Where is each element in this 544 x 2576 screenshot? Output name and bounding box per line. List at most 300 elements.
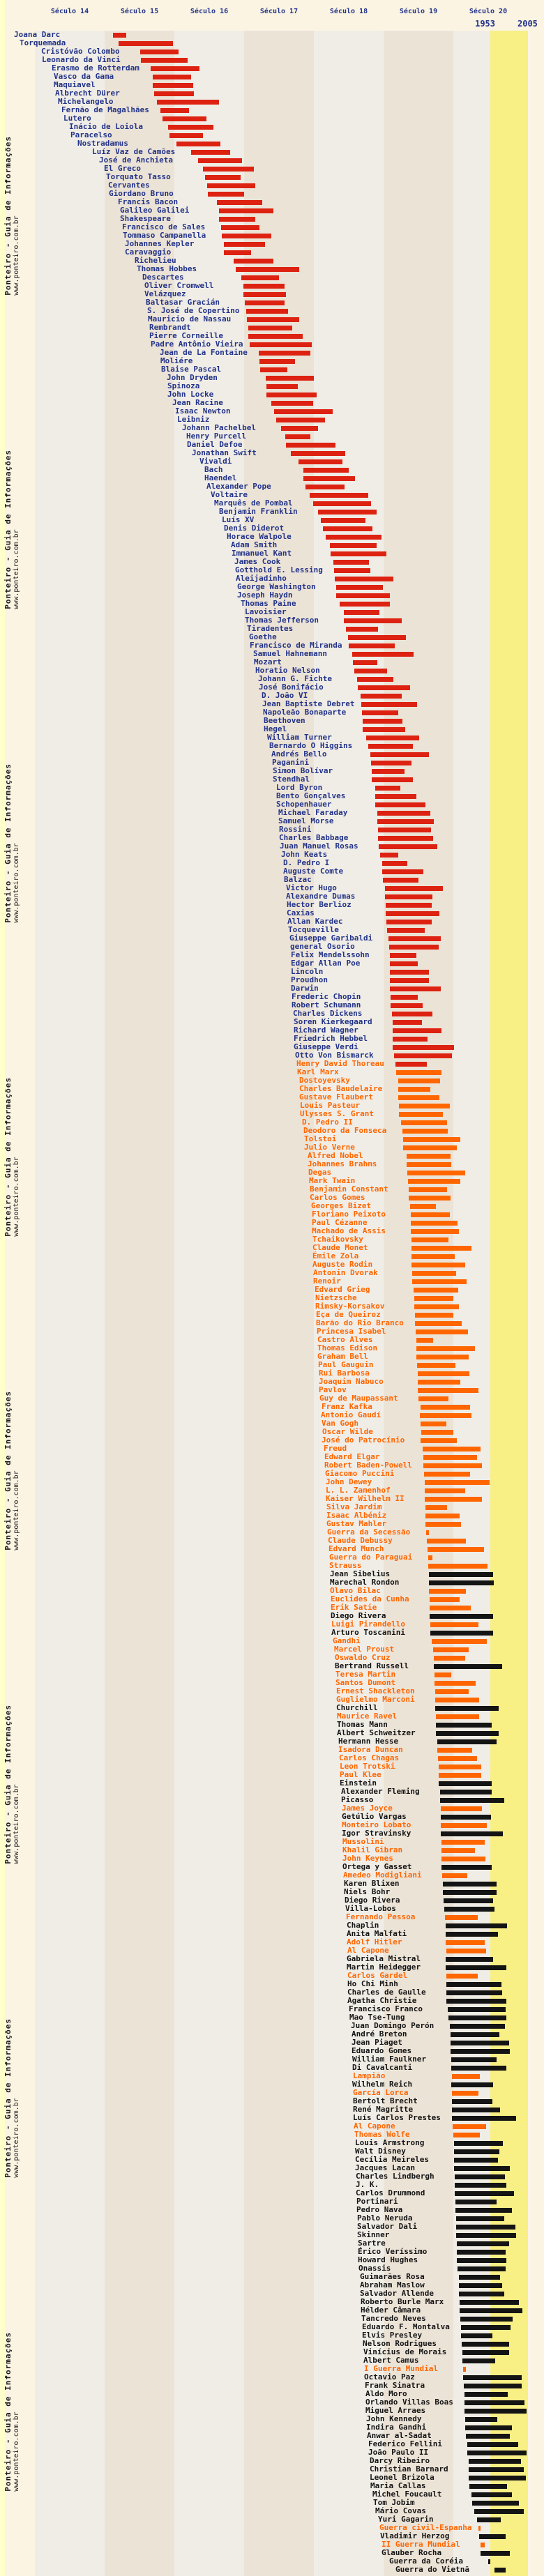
- sidebar-watermark-block: [3, 763, 24, 923]
- lifespan-bar: [425, 1480, 490, 1485]
- person-label: Napoleão Bonaparte: [263, 708, 347, 717]
- lifespan-bar: [446, 1990, 502, 1995]
- lifespan-bar: [153, 75, 191, 79]
- person-label: Princesa Isabel: [317, 1327, 386, 1336]
- person-label: Monteiro Lobato: [342, 1820, 411, 1829]
- person-label: Louis Pasteur: [300, 1101, 361, 1110]
- lifespan-bar: [443, 1882, 497, 1887]
- person-label: Guerra do Paraguai: [329, 1553, 413, 1562]
- sidebar-brand-vertical: Ponteiro - Guia de Informações: [3, 1705, 13, 1864]
- lifespan-bar: [191, 150, 230, 155]
- lifespan-bar: [371, 761, 411, 765]
- lifespan-bar: [379, 844, 437, 849]
- lifespan-bar: [456, 2233, 516, 2238]
- lifespan-bar: [464, 2409, 527, 2414]
- person-label: Victor Hugo: [286, 883, 337, 892]
- sidebar-url-vertical: www.ponteiro.com.br: [13, 2098, 20, 2178]
- lifespan-bar: [424, 1472, 470, 1477]
- person-label: J. K.: [356, 2180, 379, 2189]
- person-label: Cecília Meireles: [355, 2155, 429, 2164]
- lifespan-bar: [276, 418, 325, 422]
- person-label: Benjamin Constant: [310, 1184, 388, 1194]
- person-label: Simon Bolívar: [273, 766, 333, 775]
- person-label: Al Capone: [354, 2121, 395, 2131]
- lifespan-bar: [390, 970, 429, 975]
- lifespan-bar: [448, 2007, 506, 2012]
- person-label: José do Patrocínio: [322, 1435, 405, 1445]
- person-label: Eça de Queiroz: [316, 1310, 381, 1319]
- person-label: D. João VI: [262, 691, 308, 700]
- person-label: Tchaikovsky: [312, 1235, 363, 1244]
- sidebar-url-vertical: www.ponteiro.com.br: [13, 215, 20, 296]
- person-label: Spinoza: [167, 381, 200, 390]
- person-label: James Cook: [234, 557, 281, 566]
- person-label: Thomas Mann: [337, 1720, 388, 1729]
- person-label: Hector Berlioz: [287, 900, 352, 909]
- person-label: Chaplin: [347, 1921, 379, 1930]
- person-label: Wilhelm Reich: [352, 2080, 413, 2089]
- lifespan-bar: [423, 1463, 482, 1468]
- person-label: Michelangelo: [58, 97, 114, 106]
- lifespan-bar: [299, 459, 342, 464]
- lifespan-bar: [412, 1279, 467, 1284]
- person-label: Euclides da Cunha: [331, 1594, 409, 1603]
- person-label: John Keats: [281, 850, 328, 859]
- lifespan-bar: [469, 2459, 521, 2464]
- person-label: Thomas Wolfe: [354, 2130, 410, 2139]
- person-label: Bertolt Brecht: [353, 2096, 418, 2105]
- lifespan-bar: [274, 409, 333, 414]
- person-label: Tom Jobim: [373, 2498, 415, 2507]
- person-label: Guimarães Rosa: [360, 2272, 425, 2281]
- lifespan-bar: [375, 802, 425, 807]
- person-label: Graham Bell: [317, 1352, 368, 1361]
- person-label: Franz Kafka: [322, 1402, 372, 1411]
- lifespan-bar: [425, 1505, 447, 1510]
- lifespan-bar: [357, 677, 393, 682]
- person-label: Niels Bohr: [344, 1887, 391, 1896]
- lifespan-bar: [430, 1597, 460, 1602]
- person-label: Caravaggio: [125, 247, 172, 257]
- lifespan-bar: [462, 2350, 509, 2355]
- lifespan-bar: [377, 819, 434, 824]
- person-label: Juan Manuel Rosas: [280, 841, 358, 851]
- lifespan-bar: [141, 58, 188, 63]
- person-label: Haendel: [204, 473, 237, 482]
- person-label: Guglielmo Marconi: [336, 1695, 415, 1704]
- person-label: Henry David Thoreau: [296, 1059, 384, 1068]
- sidebar-brand-vertical: Ponteiro - Guia de Informações: [3, 2332, 13, 2492]
- person-label: Horace Walpole: [227, 532, 292, 541]
- person-label: Isaac Newton: [175, 406, 231, 416]
- lifespan-bar: [445, 1915, 478, 1920]
- person-label: Balzac: [284, 875, 312, 884]
- lifespan-bar: [441, 1848, 475, 1853]
- person-label: Walt Disney: [355, 2147, 406, 2156]
- sidebar-brand-vertical: Ponteiro - Guia de Informações: [3, 763, 13, 923]
- lifespan-bar: [246, 309, 288, 314]
- person-label: Hélder Câmara: [361, 2306, 421, 2315]
- lifespan-bar: [465, 2417, 497, 2422]
- person-label: García Lorca: [353, 2088, 409, 2097]
- lifespan-bar: [393, 1045, 454, 1050]
- person-label: Inácio de Loiola: [69, 122, 143, 131]
- lifespan-bar: [440, 1790, 492, 1794]
- person-label: Sartre: [358, 2239, 386, 2248]
- person-label: Thomas Paine: [241, 599, 296, 608]
- person-label: Giuseppe Garibaldi: [289, 933, 373, 943]
- lifespan-bar: [409, 1187, 447, 1192]
- person-label: Johann G. Fichte: [258, 674, 332, 683]
- person-label: Barão do Rio Branco: [316, 1318, 404, 1327]
- person-label: Santos Dumont: [335, 1678, 396, 1687]
- lifespan-bar: [446, 1923, 507, 1928]
- lifespan-bar: [464, 2400, 524, 2405]
- person-label: Deodoro da Fonseca: [303, 1126, 387, 1135]
- person-label: Gustave Flaubert: [299, 1092, 373, 1102]
- person-label: Eduardo F. Montalva: [362, 2322, 450, 2331]
- person-label: Julio Verne: [304, 1143, 355, 1152]
- person-label: Samuel Morse: [278, 816, 334, 825]
- lifespan-bar: [396, 1070, 441, 1075]
- person-label: Émile Zola: [312, 1251, 359, 1260]
- lifespan-bar: [403, 1145, 457, 1150]
- person-label: Nostradamus: [77, 139, 128, 148]
- person-label: Vinícius de Morais: [363, 2347, 447, 2356]
- person-label: Stendhal: [273, 775, 310, 784]
- person-label: Anwar al-Sadat: [367, 2431, 432, 2440]
- person-label: Alexandre Dumas: [286, 892, 356, 901]
- lifespan-bar: [323, 526, 372, 531]
- lifespan-bar: [469, 2484, 507, 2489]
- person-label: Frederic Chopin: [292, 992, 361, 1001]
- lifespan-bar: [391, 995, 418, 1000]
- person-label: Joana Darc: [14, 30, 61, 39]
- lifespan-bar: [462, 2358, 495, 2363]
- person-label: Aleijadinho: [236, 574, 287, 583]
- lifespan-bar: [303, 476, 355, 481]
- lifespan-bar: [451, 2066, 506, 2071]
- person-label: Rui Barbosa: [319, 1369, 370, 1378]
- sidebar-url-vertical: www.ponteiro.com.br: [13, 1157, 20, 1237]
- person-label: Di Cavalcanti: [352, 2063, 413, 2072]
- lifespan-bar: [386, 911, 439, 916]
- person-label: Louis Armstrong: [355, 2138, 425, 2147]
- lifespan-bar: [441, 1831, 503, 1836]
- lifespan-bar: [344, 610, 379, 615]
- lifespan-bar: [243, 292, 286, 297]
- person-label: Lincoln: [291, 967, 324, 976]
- lifespan-bar: [402, 1129, 448, 1134]
- person-label: Karl Marx: [297, 1067, 339, 1076]
- person-label: Erik Satie: [331, 1603, 377, 1612]
- person-label: Getúlio Vargas: [342, 1812, 407, 1821]
- person-label: Carlos Drummond: [356, 2188, 425, 2197]
- lifespan-bar: [394, 1053, 452, 1058]
- person-label: Tiradentes: [247, 624, 294, 633]
- person-label: James Joyce: [342, 1804, 393, 1813]
- person-label: Glauber Rocha: [381, 2548, 442, 2557]
- century-label: Século 14: [50, 8, 89, 15]
- person-label: Gandhi: [333, 1636, 361, 1645]
- lifespan-bar: [248, 334, 303, 339]
- lifespan-bar: [458, 2266, 506, 2271]
- person-label: Daniel Defoe: [187, 440, 243, 449]
- lifespan-bar: [430, 1614, 493, 1619]
- person-label: Auguste Rodin: [312, 1260, 373, 1269]
- person-label: Skinner: [357, 2230, 390, 2239]
- person-label: Friedrich Hebbel: [294, 1034, 368, 1043]
- person-label: Schopenhauer: [276, 800, 332, 809]
- lifespan-bar: [208, 192, 244, 197]
- lifespan-bar: [421, 1438, 457, 1443]
- person-label: Bertrand Russell: [335, 1661, 409, 1670]
- lifespan-bar: [335, 577, 393, 581]
- person-label: Elvis Presley: [362, 2331, 423, 2340]
- person-label: Jean Baptiste Debret: [262, 699, 355, 708]
- lifespan-bar: [390, 978, 429, 983]
- person-label: John Dewey: [326, 1477, 372, 1486]
- century-label: Século 16: [190, 8, 229, 15]
- lifespan-bar: [398, 1087, 430, 1092]
- person-label: Darcy Ribeiro: [370, 2456, 430, 2465]
- person-label: Arturo Toscanini: [331, 1628, 405, 1637]
- person-label: Bach: [204, 465, 223, 474]
- lifespan-bar: [363, 719, 402, 724]
- person-label: Galileo Galilei: [120, 206, 190, 215]
- sidebar-brand-vertical: Ponteiro - Guia de Informações: [3, 1391, 13, 1550]
- sidebar-url-vertical: www.ponteiro.com.br: [13, 843, 20, 923]
- sidebar-brand-vertical: Ponteiro - Guia de Informações: [3, 136, 13, 296]
- person-label: Mário Covas: [375, 2506, 426, 2515]
- person-label: Juan Domingo Perón: [351, 2021, 435, 2030]
- lifespan-bar: [205, 175, 241, 180]
- century-label: Século 18: [329, 8, 368, 15]
- person-label: Silva Jardim: [326, 1502, 382, 1511]
- lifespan-bar: [435, 1672, 451, 1677]
- person-label: Vasco da Gama: [54, 72, 114, 81]
- person-label: S. José de Copertino: [147, 306, 240, 315]
- person-label: Isadora Duncan: [338, 1745, 403, 1754]
- lifespan-bar: [443, 1890, 497, 1895]
- person-label: Ulysses S. Grant: [300, 1109, 374, 1118]
- lifespan-bar: [346, 627, 378, 632]
- person-label: Georges Bizet: [311, 1201, 372, 1210]
- lifespan-bar: [451, 2057, 497, 2062]
- person-label: Denis Diderot: [224, 524, 285, 533]
- person-label: Richelieu: [135, 256, 176, 265]
- lifespan-bar: [414, 1296, 453, 1301]
- person-label: Charles Babbage: [279, 833, 349, 842]
- lifespan-bar: [446, 1999, 506, 2004]
- lifespan-bar: [425, 1497, 482, 1502]
- person-label: Paul Cézanne: [312, 1218, 368, 1227]
- lifespan-bar: [437, 1739, 497, 1744]
- person-label: Caxias: [287, 908, 315, 917]
- person-label: Michael Faraday: [278, 808, 348, 817]
- lifespan-bar: [452, 2091, 478, 2096]
- lifespan-bar: [241, 275, 279, 280]
- lifespan-bar: [441, 1806, 482, 1811]
- person-label: Felix Mendelssohn: [291, 950, 370, 959]
- person-label: Edvard Munch: [328, 1544, 384, 1553]
- person-label: Descartes: [142, 273, 184, 282]
- lifespan-bar: [451, 2041, 509, 2045]
- lifespan-bar: [440, 1798, 504, 1803]
- person-label: Jacques Lacan: [355, 2163, 416, 2172]
- person-label: Pierre Corneille: [149, 331, 223, 340]
- sidebar-url-vertical: www.ponteiro.com.br: [13, 1470, 20, 1550]
- lifespan-bar: [417, 1363, 455, 1368]
- person-label: Leonardo da Vinci: [42, 55, 121, 64]
- lifespan-bar: [469, 2476, 526, 2480]
- range-start-label: 1953: [475, 19, 495, 29]
- lifespan-bar: [463, 2375, 522, 2380]
- lifespan-bar: [334, 568, 370, 573]
- lifespan-bar: [285, 434, 310, 439]
- lifespan-bar: [411, 1254, 455, 1259]
- century-label: Século 20: [469, 8, 508, 15]
- lifespan-bar: [234, 259, 273, 264]
- lifespan-bar: [372, 769, 405, 774]
- lifespan-bar: [383, 878, 418, 883]
- person-label: Antonin Dvorak: [313, 1268, 378, 1277]
- person-label: Paul Gauguin: [318, 1360, 374, 1369]
- lifespan-bar: [429, 1580, 494, 1585]
- lifespan-bar: [203, 167, 254, 172]
- lifespan-bar: [119, 41, 173, 46]
- person-label: Rimsky-Korsakov: [315, 1302, 385, 1311]
- lifespan-bar: [390, 953, 416, 958]
- person-label: Abraham Maslow: [360, 2280, 425, 2289]
- person-label: Tommaso Campanella: [123, 231, 206, 240]
- lifespan-bar: [430, 1606, 471, 1610]
- person-label: Octavio Paz: [364, 2372, 415, 2381]
- lifespan-bar: [454, 2166, 510, 2171]
- person-label: Rembrandt: [149, 323, 191, 332]
- lifespan-bar: [403, 1137, 460, 1142]
- lifespan-bar: [363, 727, 405, 732]
- lifespan-bar: [385, 894, 432, 899]
- person-label: Torquato Tasso: [106, 172, 171, 181]
- person-label: Villa-Lobos: [345, 1904, 396, 1913]
- lifespan-bar: [390, 986, 441, 991]
- lifespan-bar: [354, 669, 387, 673]
- century-stripe: [105, 31, 174, 2576]
- person-label: Paul Klee: [340, 1770, 381, 1779]
- lifespan-bar: [409, 1196, 451, 1201]
- lifespan-bar: [386, 903, 432, 908]
- lifespan-bar: [437, 1748, 472, 1753]
- person-label: José de Anchieta: [99, 155, 173, 165]
- lifespan-bar: [411, 1221, 458, 1226]
- person-label: William Turner: [267, 733, 332, 742]
- lifespan-bar: [430, 1631, 493, 1636]
- sidebar-url-vertical: www.ponteiro.com.br: [13, 2411, 20, 2492]
- person-label: Guy de Maupassant: [319, 1394, 398, 1403]
- person-label: Martin Heidegger: [347, 1963, 421, 1972]
- lifespan-bar: [352, 652, 414, 657]
- person-label: El Greco: [104, 164, 141, 173]
- person-label: Charles Baudelaire: [299, 1084, 383, 1093]
- person-label: Torquemada: [20, 38, 66, 47]
- person-label: Leonel Brizola: [370, 2473, 435, 2482]
- person-label: Marquês de Pombal: [214, 498, 293, 508]
- lifespan-bar: [455, 2191, 514, 2196]
- person-label: Jean Piaget: [352, 2038, 402, 2047]
- person-label: John Kennedy: [366, 2414, 422, 2423]
- person-label: Maurice Ravel: [337, 1712, 398, 1721]
- person-label: Johannes Kepler: [125, 239, 195, 248]
- lifespan-bar: [439, 1773, 481, 1778]
- lifespan-bar: [459, 2292, 504, 2296]
- person-label: Joseph Haydn: [237, 590, 293, 600]
- person-label: Érico Veríssimo: [358, 2247, 428, 2256]
- lifespan-bar: [433, 1647, 469, 1652]
- person-label: Thomas Hobbes: [137, 264, 197, 273]
- person-label: Lutero: [63, 114, 91, 123]
- lifespan-bar: [266, 393, 317, 397]
- person-label: Al Capone: [347, 1946, 389, 1955]
- lifespan-bar: [392, 1012, 432, 1016]
- person-label: Nietzsche: [315, 1293, 357, 1302]
- lifespan-bar: [176, 142, 220, 146]
- lifespan-bar: [378, 836, 433, 841]
- person-label: Guerra da Coréia: [389, 2556, 463, 2566]
- person-label: Portinari: [356, 2197, 398, 2206]
- lifespan-bar: [464, 2384, 522, 2388]
- lifespan-bar: [245, 300, 285, 305]
- lifespan-bar: [452, 2108, 500, 2112]
- lifespan-bar: [439, 1781, 492, 1786]
- person-label: Samuel Hahnemann: [253, 649, 327, 658]
- century-stripe: [35, 31, 105, 2576]
- person-label: Velázquez: [144, 289, 186, 298]
- lifespan-bar: [441, 1815, 491, 1820]
- lifespan-bar: [415, 1313, 453, 1318]
- person-label: Proudhon: [291, 975, 328, 984]
- lifespan-bar: [310, 493, 368, 498]
- lifespan-bar: [457, 2241, 509, 2246]
- person-label: Hermann Hesse: [338, 1737, 399, 1746]
- person-label: Luíz Vaz de Camões: [92, 147, 176, 156]
- lifespan-bar: [361, 702, 417, 707]
- person-label: Floriano Peixoto: [312, 1210, 386, 1219]
- lifespan-bar: [266, 384, 298, 389]
- person-label: Darwin: [291, 984, 319, 993]
- lifespan-bar: [391, 1003, 423, 1008]
- lifespan-bar: [463, 2367, 466, 2372]
- person-label: Goethe: [249, 632, 277, 641]
- lifespan-bar: [411, 1246, 471, 1251]
- person-label: Mauricio de Nassau: [148, 314, 232, 323]
- lifespan-bar: [398, 1095, 439, 1100]
- person-label: Auguste Comte: [283, 867, 344, 876]
- lifespan-bar: [453, 2133, 480, 2137]
- lifespan-bar: [259, 359, 295, 364]
- person-label: Leibniz: [177, 415, 210, 424]
- lifespan-bar: [452, 2099, 492, 2104]
- lifespan-bar: [248, 326, 292, 330]
- person-label: Francisco de Sales: [122, 222, 206, 231]
- lifespan-bar: [474, 2509, 524, 2514]
- lifespan-bar: [457, 2250, 506, 2255]
- lifespan-bar: [421, 1430, 453, 1435]
- lifespan-bar: [411, 1263, 465, 1267]
- person-label: Maria Callas: [370, 2481, 426, 2490]
- person-label: Paganini: [272, 758, 309, 767]
- lifespan-bar: [421, 1405, 470, 1410]
